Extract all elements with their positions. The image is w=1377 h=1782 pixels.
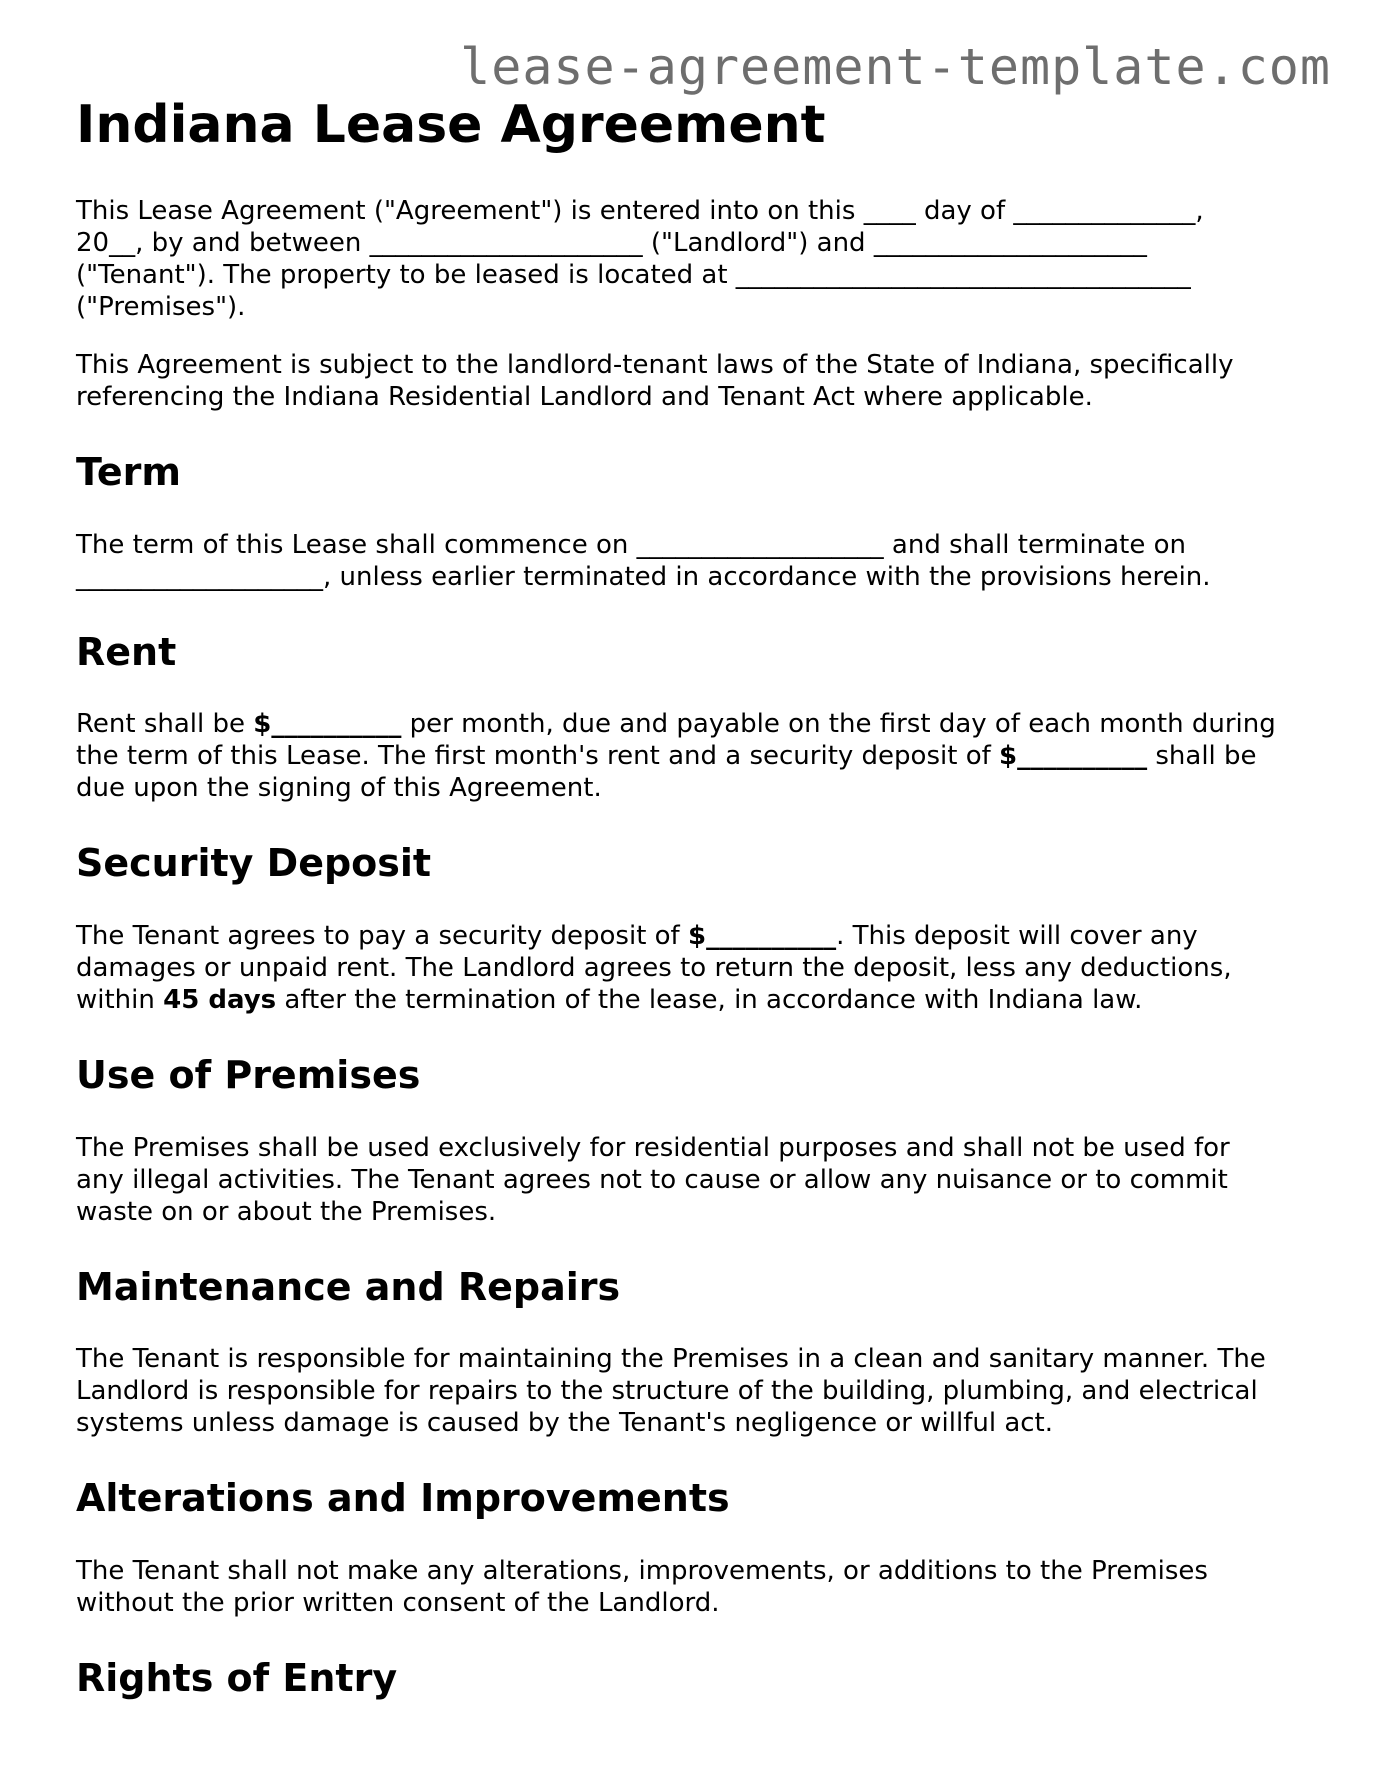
security-text-3: after the termination of the lease, in accordance with Indiana law. — [276, 985, 1143, 1016]
governing-law-paragraph: This Agreement is subject to the landlord-tenant laws of the State of Indiana, specifically referencing the Indiana Residential Landlord and Tenant Act where applicable. — [76, 350, 1234, 412]
watermark: lease-agreement-template.com — [460, 38, 1331, 96]
section-heading-security-deposit: Security Deposit — [76, 841, 432, 886]
section-heading-use-of-premises: Use of Premises — [76, 1053, 421, 1098]
document-body — [76, 195, 1276, 1735]
security-text-1: The Tenant agrees to pay a security deposit of — [76, 921, 688, 952]
security-amount-blank: $__________ — [687, 921, 837, 952]
security-deposit-paragraph — [76, 920, 1276, 1016]
use-of-premises-paragraph: The Premises shall be used exclusively for residential purposes and shall not be used for any illegal activities. The Tenant agrees not to cause or allow any nuisance or to commit waste on or about the Premises. — [76, 1132, 1230, 1227]
maintenance-paragraph: The Tenant is responsible for maintaining the Premises in a clean and sanitary manner. The Landlord is responsible for repairs to the structure of the building, plumbing, and electrical systems unless damage is caused by the Tenant's negligence or willful act. — [76, 1344, 1266, 1439]
section-heading-rent: Rent — [76, 629, 177, 674]
deposit-amount-blank: $__________ — [999, 741, 1148, 772]
page-title: Indiana Lease Agreement — [76, 95, 826, 155]
alterations-paragraph: The Tenant shall not make any alterations, improvements, or additions to the Premises without the prior written consent of the Landlord. — [76, 1556, 1208, 1619]
intro-paragraph — [76, 195, 1276, 323]
rent-text-2: per month, due and payable on the first day of each month during the term of this Lease. The first month's rent and a security deposit of — [76, 709, 1276, 772]
rent-amount-blank: $__________ — [253, 709, 402, 740]
rent-text-1: Rent shall be — [76, 709, 254, 740]
section-heading-rights-of-entry: Rights of Entry — [76, 1656, 398, 1701]
intro-line-3: ("Tenant"). The property to be leased is located at ___________________________________ — [76, 260, 1191, 290]
intro-line-2: 20__, by and between _____________________ ("Landlord") and _____________________ — [76, 228, 1147, 258]
term-paragraph: The term of this Lease shall commence on ___________________ and shall terminate on ___________________, unless earlier terminated in accordance with the provisions herein. — [76, 529, 1211, 592]
rent-paragraph — [76, 708, 1276, 804]
section-heading-alterations: Alterations and Improvements — [76, 1476, 730, 1521]
intro-line-4: ("Premises"). — [76, 292, 246, 322]
intro-line-1: This Lease Agreement ("Agreement") is entered into on this ____ day of ______________, — [76, 196, 1204, 226]
section-heading-maintenance: Maintenance and Repairs — [76, 1264, 621, 1309]
security-text-2: . This deposit will cover any damages or unpaid rent. The Landlord agrees to return the deposit, less any deductions, within — [76, 921, 1232, 1016]
section-heading-term: Term — [76, 450, 181, 494]
rent-text-3: shall be due upon the signing of this Agreement. — [76, 741, 1257, 804]
return-days: 45 days — [163, 985, 277, 1016]
